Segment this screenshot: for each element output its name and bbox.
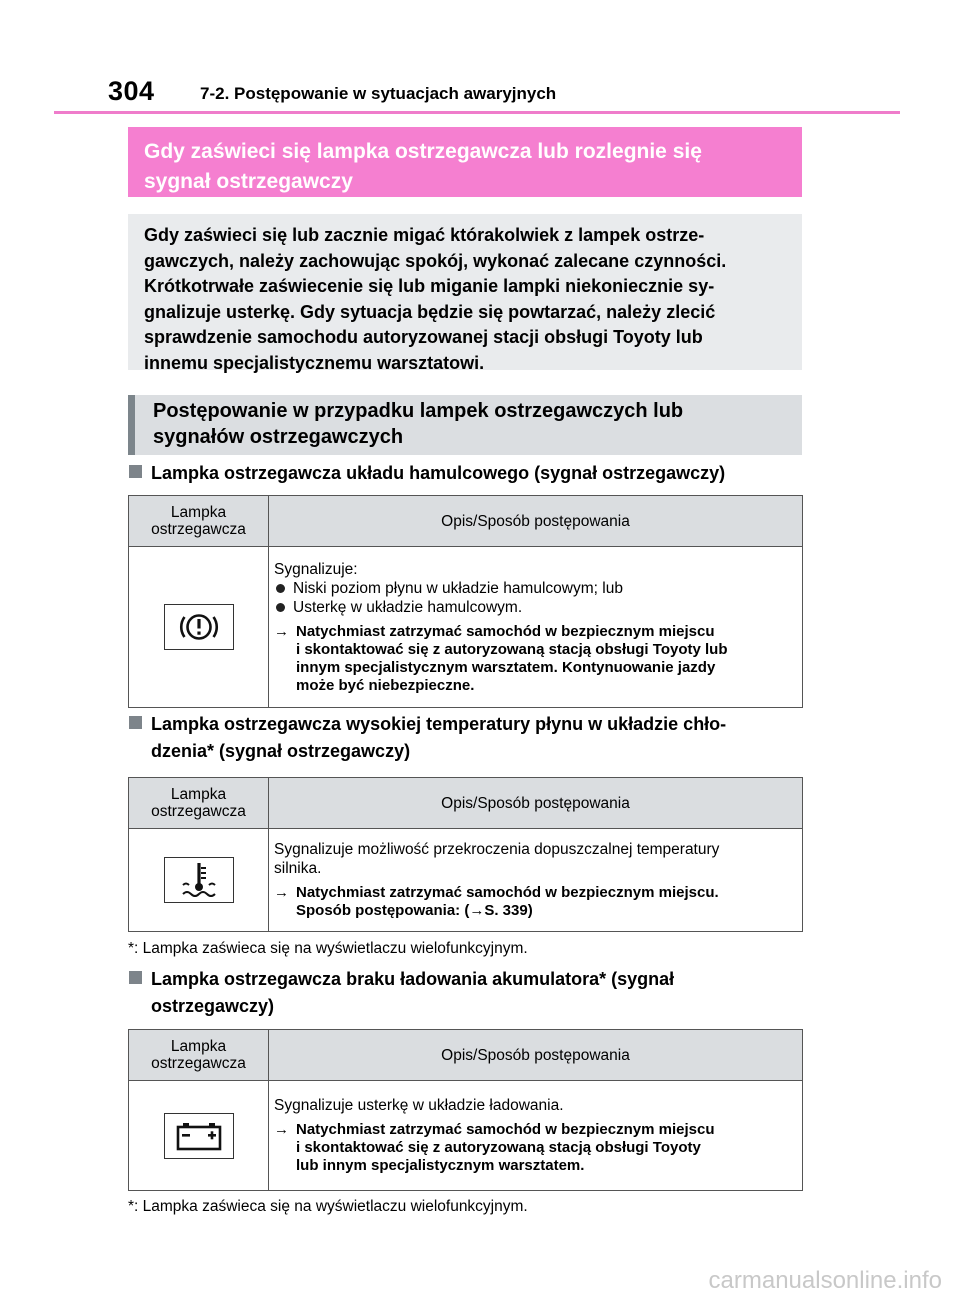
intro-box <box>128 214 802 373</box>
brake-warning-icon <box>164 604 234 650</box>
brake-bullet-text: Usterkę w układzie hamulcowym. <box>293 598 523 616</box>
charging-subheading <box>129 966 674 1020</box>
intro-line: Gdy zaświeci się lub zacznie migać którakolwiek z lampek ostrze- <box>144 225 705 245</box>
brake-action-line: i skontaktować się z autoryzowaną stacją obsługi Toyoty lub <box>296 640 728 658</box>
coolant-action <box>274 884 796 920</box>
banner-line-1: Gdy zaświeci się lampka ostrzegawcza lub rozlegnie się <box>144 140 702 163</box>
list-item <box>274 598 796 617</box>
charging-action <box>274 1121 796 1175</box>
brake-description-cell <box>269 547 803 708</box>
brake-signal-label: Sygnalizuje: <box>274 560 358 578</box>
charging-action-line: lub innym specjalistycznym warsztatem. <box>296 1157 585 1174</box>
header-lamp-line-2: ostrzegawcza <box>151 521 246 538</box>
header-lamp-line-1: Lampka <box>170 504 227 521</box>
topic-banner <box>128 127 802 197</box>
coolant-description-cell <box>269 829 803 932</box>
brake-action-line: Natychmiast zatrzymać samochód w bezpiecznym miejscu <box>296 622 715 640</box>
coolant-icon-cell <box>129 829 269 932</box>
coolant-title-line-1: Lampka ostrzegawcza wysokiej temperatury płynu w układzie chło- <box>151 714 727 734</box>
square-bullet-icon <box>129 971 142 984</box>
charging-title-line-1: Lampka ostrzegawcza braku ładowania akumulatora* (sygnał <box>151 969 675 989</box>
square-bullet-icon <box>129 716 142 729</box>
charging-desc: Sygnalizuje usterkę w układzie ładowania. <box>274 1097 564 1114</box>
chapter-title: 7-2. Postępowanie w sytuacjach awaryjnych <box>200 84 557 103</box>
table-row <box>129 547 803 708</box>
arrow-icon: → <box>274 622 289 640</box>
header-description: Opis/Sposób postępowania <box>269 1030 803 1081</box>
intro-line: innemu specjalistycznemu warsztatowi. <box>144 352 485 373</box>
charging-action-line: i skontaktować się z autoryzowaną stacją obsługi Toyoty <box>296 1139 701 1156</box>
header-lamp <box>129 496 269 547</box>
coolant-action-line-2 <box>296 902 719 920</box>
intro-line: gnalizuje usterkę. Gdy sytuacja będzie się powtarzać, należy zlecić <box>144 301 716 322</box>
header-lamp <box>129 778 269 829</box>
intro-line: Krótkotrwałe zaświecenie się lub miganie lampki niekoniecznie sy- <box>144 276 715 297</box>
battery-icon <box>164 1113 234 1159</box>
section-line-2: sygnałów ostrzegawczych <box>153 426 404 448</box>
section-heading <box>128 395 802 455</box>
charging-action-line: Natychmiast zatrzymać samochód w bezpiecznym miejscu <box>296 1121 715 1138</box>
header-description: Opis/Sposób postępowania <box>269 778 803 829</box>
coolant-action-line: Natychmiast zatrzymać samochód w bezpiecznym miejscu. <box>296 884 719 901</box>
coolant-desc-line: silnika. <box>274 860 322 877</box>
square-bullet-icon <box>129 465 142 478</box>
table-row <box>129 1081 803 1191</box>
arrow-icon: → <box>274 1121 289 1138</box>
brake-icon-cell <box>129 547 269 708</box>
arrow-icon: → <box>469 902 485 919</box>
header-lamp <box>129 1030 269 1081</box>
brake-action-line: innym specjalistycznym warsztatem. Kontynuowanie jazdy <box>296 658 716 676</box>
intro-line: sprawdzenie samochodu autoryzowanej stacji obsługi Toyoty lub <box>144 327 703 348</box>
charging-warning-table <box>128 1029 803 1191</box>
coolant-subheading <box>129 711 726 765</box>
header-divider <box>54 111 900 114</box>
table-header-row <box>129 1030 803 1081</box>
intro-line: gawczych, należy zachowując spokój, wykonać zalecane czynności. <box>144 250 727 271</box>
header-lamp-line-2: ostrzegawcza <box>151 803 246 820</box>
bullet-dot-icon <box>276 584 285 593</box>
charging-title-line-2: ostrzegawczy) <box>151 996 275 1016</box>
table-row <box>129 829 803 932</box>
page-number: 304 <box>108 76 155 106</box>
section-line-1: Postępowanie w przypadku lampek ostrzegawczych lub <box>153 400 684 422</box>
coolant-title-line-2: dzenia* (sygnał ostrzegawczy) <box>151 741 411 761</box>
table-header-row <box>129 496 803 547</box>
brake-title: Lampka ostrzegawcza układu hamulcowego (sygnał ostrzegawczy) <box>151 463 726 483</box>
list-item <box>274 579 796 598</box>
coolant-desc-line: Sygnalizuje możliwość przekroczenia dopuszczalnej temperatury <box>274 841 720 858</box>
coolant-reference-prefix: Sposób postępowania: ( <box>296 902 470 919</box>
header-lamp-line-1: Lampka <box>170 1038 227 1055</box>
brake-subheading <box>129 460 725 487</box>
brake-action-line: może być niebezpieczne. <box>296 676 475 694</box>
watermark-link[interactable]: carmanualsonline.info <box>708 1267 942 1294</box>
charging-description-cell <box>269 1081 803 1191</box>
charging-footnote: *: Lampka zaświeca się na wyświetlaczu wielofunkcyjnym. <box>128 1198 528 1215</box>
arrow-icon: → <box>274 884 289 901</box>
coolant-temperature-icon <box>164 857 234 903</box>
coolant-footnote: *: Lampka zaświeca się na wyświetlaczu wielofunkcyjnym. <box>128 940 528 957</box>
header-lamp-line-1: Lampka <box>170 786 227 803</box>
banner-line-2: sygnał ostrzegawczy <box>144 170 353 193</box>
battery-icon-cell <box>129 1081 269 1191</box>
bullet-dot-icon <box>276 603 285 612</box>
brake-bullet-text: Niski poziom płynu w układzie hamulcowym; lub <box>293 579 623 597</box>
header-description: Opis/Sposób postępowania <box>269 496 803 547</box>
table-header-row <box>129 778 803 829</box>
header-lamp-line-2: ostrzegawcza <box>151 1055 246 1072</box>
brake-warning-table <box>128 495 803 708</box>
page-reference-link[interactable]: S. 339) <box>484 902 533 919</box>
brake-action <box>274 623 796 695</box>
coolant-warning-table <box>128 777 803 932</box>
